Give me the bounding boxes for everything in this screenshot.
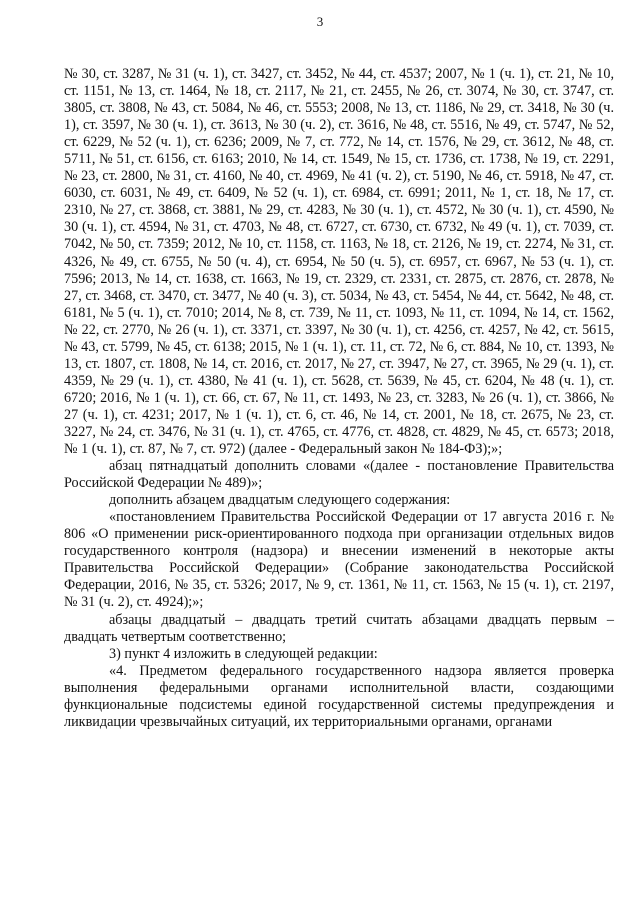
document-body xyxy=(64,66,614,731)
paragraph-add-20: дополнить абзацем двадцатым следующего содержания: xyxy=(109,492,451,509)
paragraph-amendment-15: абзац пятнадцатый дополнить словами «(далее - постановление Правительства Российской Федерации № 489)»; xyxy=(64,458,614,492)
paragraph-renumber: абзацы двадцатый – двадцать третий считать абзацами двадцать первым – двадцать четвертым соответственно; xyxy=(64,611,614,645)
paragraph-citation-list: № 30, ст. 3287, № 31 (ч. 1), ст. 3427, ст. 3452, № 44, ст. 4537; 2007, № 1 (ч. 1), ст. 21, № 10, ст. 1151, № 13, ст. 1464, № 18, ст. 2117, № 21, ст. 2455, № 26, ст. 3074, № 30, ст. 3747, ст. 3805, ст. 3808, № 43, ст. 5084, № 46, ст. 5553; 2008, № 13, ст. 1186, № 29, ст. 3418, № 30 (ч. 1), ст. 3597, № 30 (ч. 1), ст. 3613, № 30 (ч. 2), ст. 3616, № 48, ст. 5516, № 49, ст. 5747, № 52, ст. 6229, № 52 (ч. 1), ст. 6236; 2009, № 7, ст. 772, № 14, ст. 1576, № 29, ст. 3612, № 48, ст. 5711, № 51, ст. 6156, ст. 6163; 2010, № 14, ст. 1549, № 15, ст. 1736, ст. 1738, № 19, ст. 2291, № 23, ст. 2800, № 31, ст. 4160, № 40, ст. 4969, № 41 (ч. 2), ст. 5190, № 46, ст. 5918, № 47, ст. 6030, ст. 6031, № 49, ст. 6409, № 52 (ч. 1), ст. 6984, ст. 6991; 2011, № 1, ст. 18, № 17, ст. 2310, № 27, ст. 3868, ст. 3881, № 29, ст. 4283, № 30 (ч. 1), ст. 4572, № 30 (ч. 1), ст. 4590, № 30 (ч. 1), ст. 4594, № 31, ст. 4703, № 48, ст. 6727, ст. 6730, ст. 6732, № 49 (ч. 1), ст. 7039, ст. 7042, № 50, ст. 7359; 2012, № 10, ст. 1158, ст. 1163, № 18, ст. 2126, № 19, ст. 2274, № 31, ст. 4326, № 49, ст. 6755, № 50 (ч. 4), ст. 6954, № 50 (ч. 5), ст. 6957, ст. 6967, № 53 (ч. 1), ст. 7596; 2013, № 14, ст. 1638, ст. 1663, № 19, ст. 2329, ст. 2331, ст. 2875, ст. 2876, ст. 2878, № 27, ст. 3468, ст. 3470, ст. 3477, № 40 (ч. 3), ст. 5034, № 43, ст. 5454, № 44, ст. 5642, № 48, ст. 6181, № 5 (ч. 1), ст. 7010; 2014, № 8, ст. 739, № 11, ст. 1093, № 11, ст. 1094, № 14, ст. 1562, № 22, ст. 2770, № 26 (ч. 1), ст. 3371, ст. 3397, № 30 (ч. 1), ст. 4256, ст. 4257, № 42, ст. 5615, № 43, ст. 5799, № 45, ст. 6138; 2015, № 1 (ч. 1), ст. 11, ст. 72, № 6, ст. 884, № 10, ст. 1393, № 13, ст. 1807, ст. 1808, № 14, ст. 2016, ст. 2017, № 27, ст. 3947, № 27, ст. 3965, № 29 (ч. 1), ст. 4359, № 29 (ч. 1), ст. 4380, № 41 (ч. 1), ст. 5628, ст. 5639, № 45, ст. 6204, № 48 (ч. 1), ст. 6720; 2016, № 1 (ч. 1), ст. 66, ст. 67, № 11, ст. 1493, № 23, ст. 3283, № 26 (ч. 1), ст. 3866, № 27 (ч. 1), ст. 4231; 2017, № 1 (ч. 1), ст. 6, ст. 46, № 14, ст. 2001, № 18, ст. 2675, № 23, ст. 3227, № 24, ст. 3476, № 31 (ч. 1), ст. 4765, ст. 4776, ст. 4828, ст. 4829, № 45, ст. 6573; 2018, № 1 (ч. 1), ст. 87, № 7, ст. 972) (далее - Федеральный закон № 184-ФЗ);»; xyxy=(64,66,614,458)
paragraph-item-3: 3) пункт 4 изложить в следующей редакции: xyxy=(109,645,378,662)
page-number: 3 xyxy=(316,14,324,29)
paragraph-resolution-806: «постановлением Правительства Российской Федерации от 17 августа 2016 г. № 806 «О применении риск-ориентированного подхода при организации отдельных видов государственного контроля (надзора) и внесении изменений в некоторые акты Правительства Российской Федерации» (Собрание законодательства Российской Федерации, 2016, № 35, ст. 5326; 2017, № 9, ст. 1361, № 11, ст. 1563, № 15 (ч. 1), ст. 2197, № 31 (ч. 2), ст. 4924);»; xyxy=(64,509,614,611)
paragraph-item-4-text: «4. Предметом федерального государственного надзора является проверка выполнения федеральными органами исполнительной власти, создающими функциональные подсистемы единой государственной системы предупреждения и ликвидации чрезвычайных ситуаций, их территориальными органами, органами xyxy=(64,662,614,730)
